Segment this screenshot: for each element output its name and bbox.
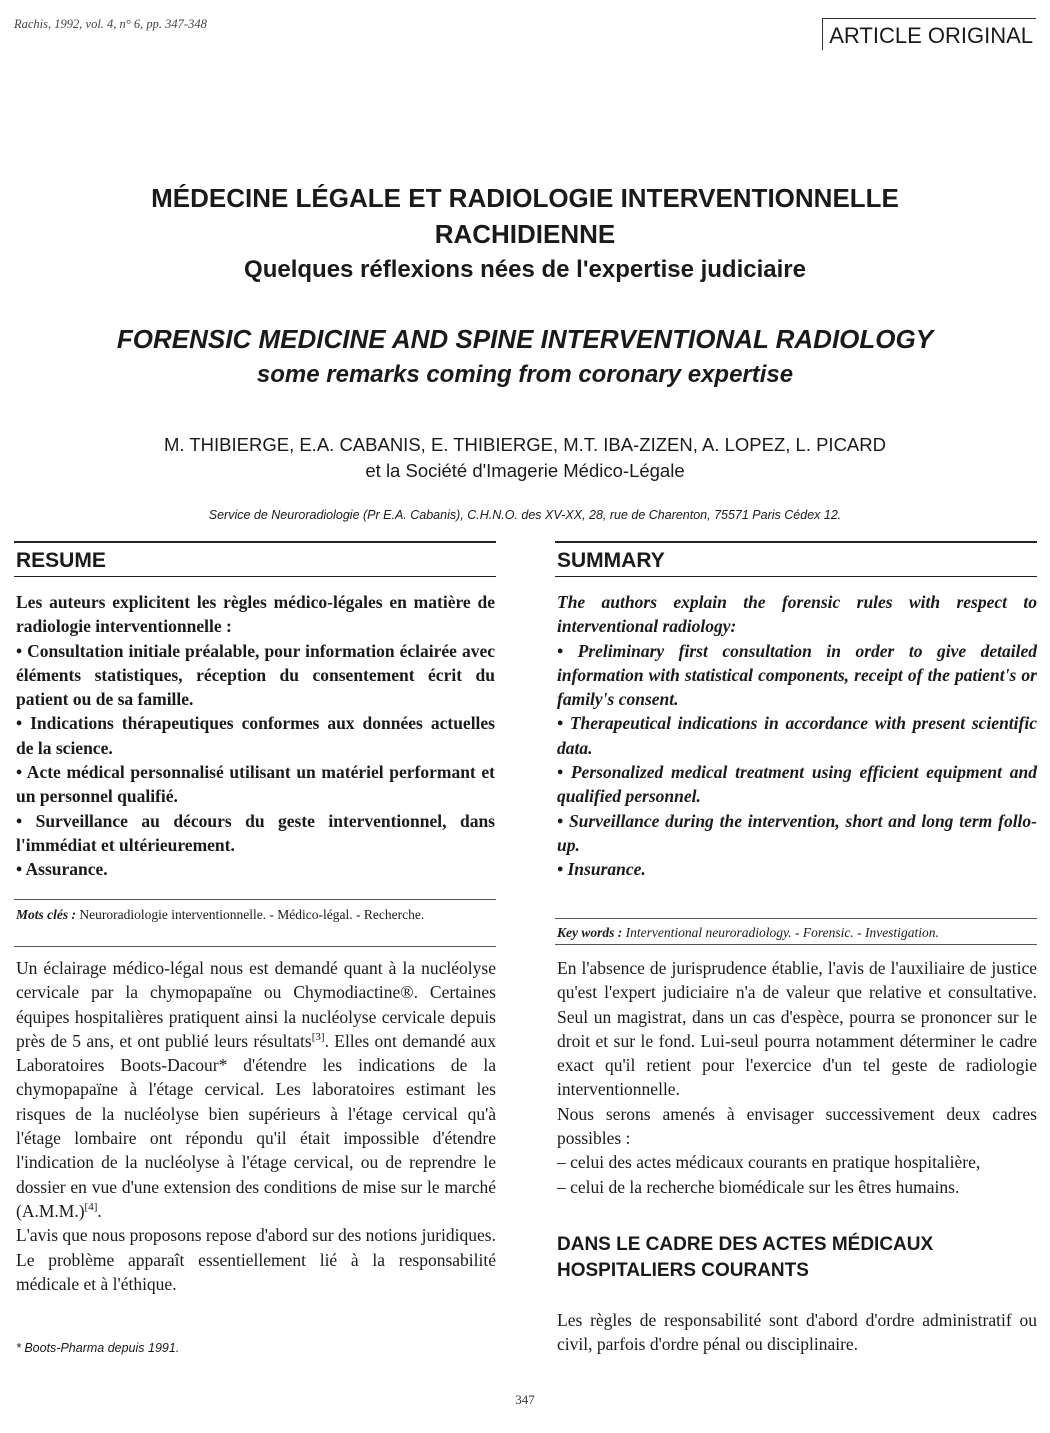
body-left-p1-part-c: . bbox=[97, 1200, 102, 1221]
affiliation: Service de Neuroradiologie (Pr E.A. Cabanis), C.H.N.O. des XV-XX, 28, rue de Charenton, 75571 Paris Cédex 12. bbox=[208, 508, 842, 522]
resume-keywords-top-rule bbox=[14, 899, 496, 900]
authors-society: et la Société d'Imagerie Médico-Légale bbox=[365, 460, 685, 481]
summary-point-surveillance: • Surveillance during the intervention, short and long term follo-up. bbox=[557, 810, 1037, 855]
article-type-badge: ARTICLE ORIGINAL bbox=[822, 18, 1036, 50]
section-subheading-line-2: HOSPITALIERS COURANTS bbox=[557, 1260, 809, 1281]
page-number: 347 bbox=[515, 1392, 535, 1407]
summary-keywords-bottom-rule bbox=[555, 944, 1037, 945]
french-title-block bbox=[0, 180, 1050, 288]
summary-top-rule bbox=[555, 541, 1037, 543]
body-left-p1-part-b: . Elles ont demandé aux Laboratoires Boots-Dacour* d'étendre les indications de la chymopapaïne à l'étage cervical. Les laboratoires estimant les risques de la nucléolyse bien supérieurs à l'étage cervical qu'à l'étage lombaire ont répondu qu'il était impossible d'étendre l'indication de la nucléolyse à l'étage cervical, ou de reprendre le dossier en vue d'une extension des conditions de mise sur le marché (A.M.M.) bbox=[16, 1030, 496, 1221]
body-left-paragraph-2: L'avis que nous proposons repose d'abord sur des notions juridiques. Le problème apparaît essentiellement lié à la responsabilité médicale et à l'éthique. bbox=[16, 1225, 496, 1294]
body-right-list-item-1: – celui des actes médicaux courants en pratique hospitalière, bbox=[557, 1152, 981, 1173]
resume-keywords-label: Mots clés : bbox=[16, 907, 76, 922]
body-right-list-item-2: – celui de la recherche biomédicale sur les êtres humains. bbox=[557, 1176, 960, 1197]
body-left-p1-part-a: Un éclairage médico-légal nous est demandé quant à la nucléolyse cervicale par la chymopapaïne ou Chymodiactine®. Certaines équipes hospitalières pratiquent ainsi la nucléolyse cervicale depuis près de 5 ans, et ont publié leurs résultats bbox=[16, 958, 496, 1051]
journal-citation: Rachis, 1992, vol. 4, n° 6, pp. 347-348 bbox=[14, 17, 207, 31]
body-right-paragraph-3: Les règles de responsabilité sont d'abord d'ordre administratif ou civil, parfois d'ordre pénal ou disciplinaire. bbox=[557, 1310, 1037, 1355]
summary-point-consultation: • Preliminary first consultation in order to give detailed information with statistical components, receipt of the patient's or family's consent. bbox=[557, 640, 1037, 710]
resume-point-acte: • Acte médical personnalisé utilisant un matériel performant et un personnel qualifié. bbox=[16, 762, 495, 807]
resume-keywords bbox=[16, 906, 495, 923]
reference-3: [3] bbox=[311, 1031, 325, 1044]
footnote: * Boots-Pharma depuis 1991. bbox=[16, 1341, 180, 1355]
resume-top-rule bbox=[14, 541, 496, 543]
french-title-line-1: MÉDECINE LÉGALE ET RADIOLOGIE INTERVENTIONNELLE bbox=[151, 183, 899, 213]
body-left-paragraph-1 bbox=[16, 956, 496, 1223]
summary-keywords-label: Key words : bbox=[557, 925, 623, 940]
summary-keywords-top-rule bbox=[555, 918, 1037, 919]
authors-names: M. THIBIERGE, E.A. CABANIS, E. THIBIERGE, M.T. IBA-ZIZEN, A. LOPEZ, L. PICARD bbox=[164, 434, 886, 455]
summary-keywords-text: Interventional neuroradiology. - Forensic. - Investigation. bbox=[625, 925, 939, 940]
resume-keywords-bottom-rule bbox=[14, 946, 496, 947]
resume-keywords-text: Neuroradiologie interventionnelle. - Médico-légal. - Recherche. bbox=[79, 907, 425, 922]
summary-keywords bbox=[557, 924, 1037, 941]
summary-intro: The authors explain the forensic rules with respect to interventional radiology: bbox=[557, 592, 1037, 637]
resume-heading: RESUME bbox=[16, 549, 106, 572]
resume-point-assurance: • Assurance. bbox=[16, 859, 108, 880]
summary-point-treatment: • Personalized medical treatment using efficient equipment and qualified personnel. bbox=[557, 762, 1037, 807]
resume-point-surveillance: • Surveillance au décours du geste interventionnel, dans l'immédiat et ultérieurement. bbox=[16, 810, 495, 855]
body-right-paragraph-1: En l'absence de jurisprudence établie, l'avis de l'auxiliaire de justice qu'est l'expert judiciaire n'a de valeur que relative et consultative. Seul un magistrat, dans un cas d'espèce, pourra se prononcer sur le droit et sur le fond. Lui-seul pourra notamment déterminer le cadre exact qu'il retient pour l'exercice d'un tel geste de radiologie interventionnelle. bbox=[557, 958, 1037, 1100]
french-title-line-2: RACHIDIENNE bbox=[434, 219, 616, 249]
summary-heading-rule bbox=[555, 576, 1037, 577]
english-title: FORENSIC MEDICINE AND SPINE INTERVENTIONAL RADIOLOGY bbox=[116, 324, 934, 354]
summary-heading: SUMMARY bbox=[557, 549, 665, 572]
resume-intro: Les auteurs explicitent les règles médico-légales en matière de radiologie interventionnelle : bbox=[16, 592, 495, 637]
english-title-block bbox=[0, 322, 1050, 392]
resume-abstract bbox=[16, 590, 495, 882]
section-subheading bbox=[557, 1232, 1037, 1284]
author-list bbox=[0, 432, 1050, 484]
reference-4: [4] bbox=[84, 1201, 98, 1214]
body-right-paragraph-2: Nous serons amenés à envisager successivement deux cadres possibles : bbox=[557, 1103, 1037, 1149]
summary-abstract bbox=[557, 590, 1037, 882]
resume-heading-rule bbox=[14, 576, 496, 577]
french-subtitle: Quelques réflexions nées de l'expertise judiciaire bbox=[244, 256, 806, 283]
summary-point-indications: • Therapeutical indications in accordance with present scientific data. bbox=[557, 713, 1037, 758]
resume-point-indications: • Indications thérapeutiques conformes aux données actuelles de la science. bbox=[16, 713, 495, 758]
summary-point-insurance: • Insurance. bbox=[557, 859, 646, 880]
resume-point-consultation: • Consultation initiale préalable, pour information éclairée avec éléments statistiques, réception du consentement écrit du patient ou de sa famille. bbox=[16, 640, 495, 710]
body-left-column bbox=[16, 956, 496, 1296]
body-right-column bbox=[557, 956, 1037, 1199]
section-subheading-line-1: DANS LE CADRE DES ACTES MÉDICAUX bbox=[557, 1234, 934, 1255]
english-subtitle: some remarks coming from coronary expertise bbox=[256, 361, 794, 388]
